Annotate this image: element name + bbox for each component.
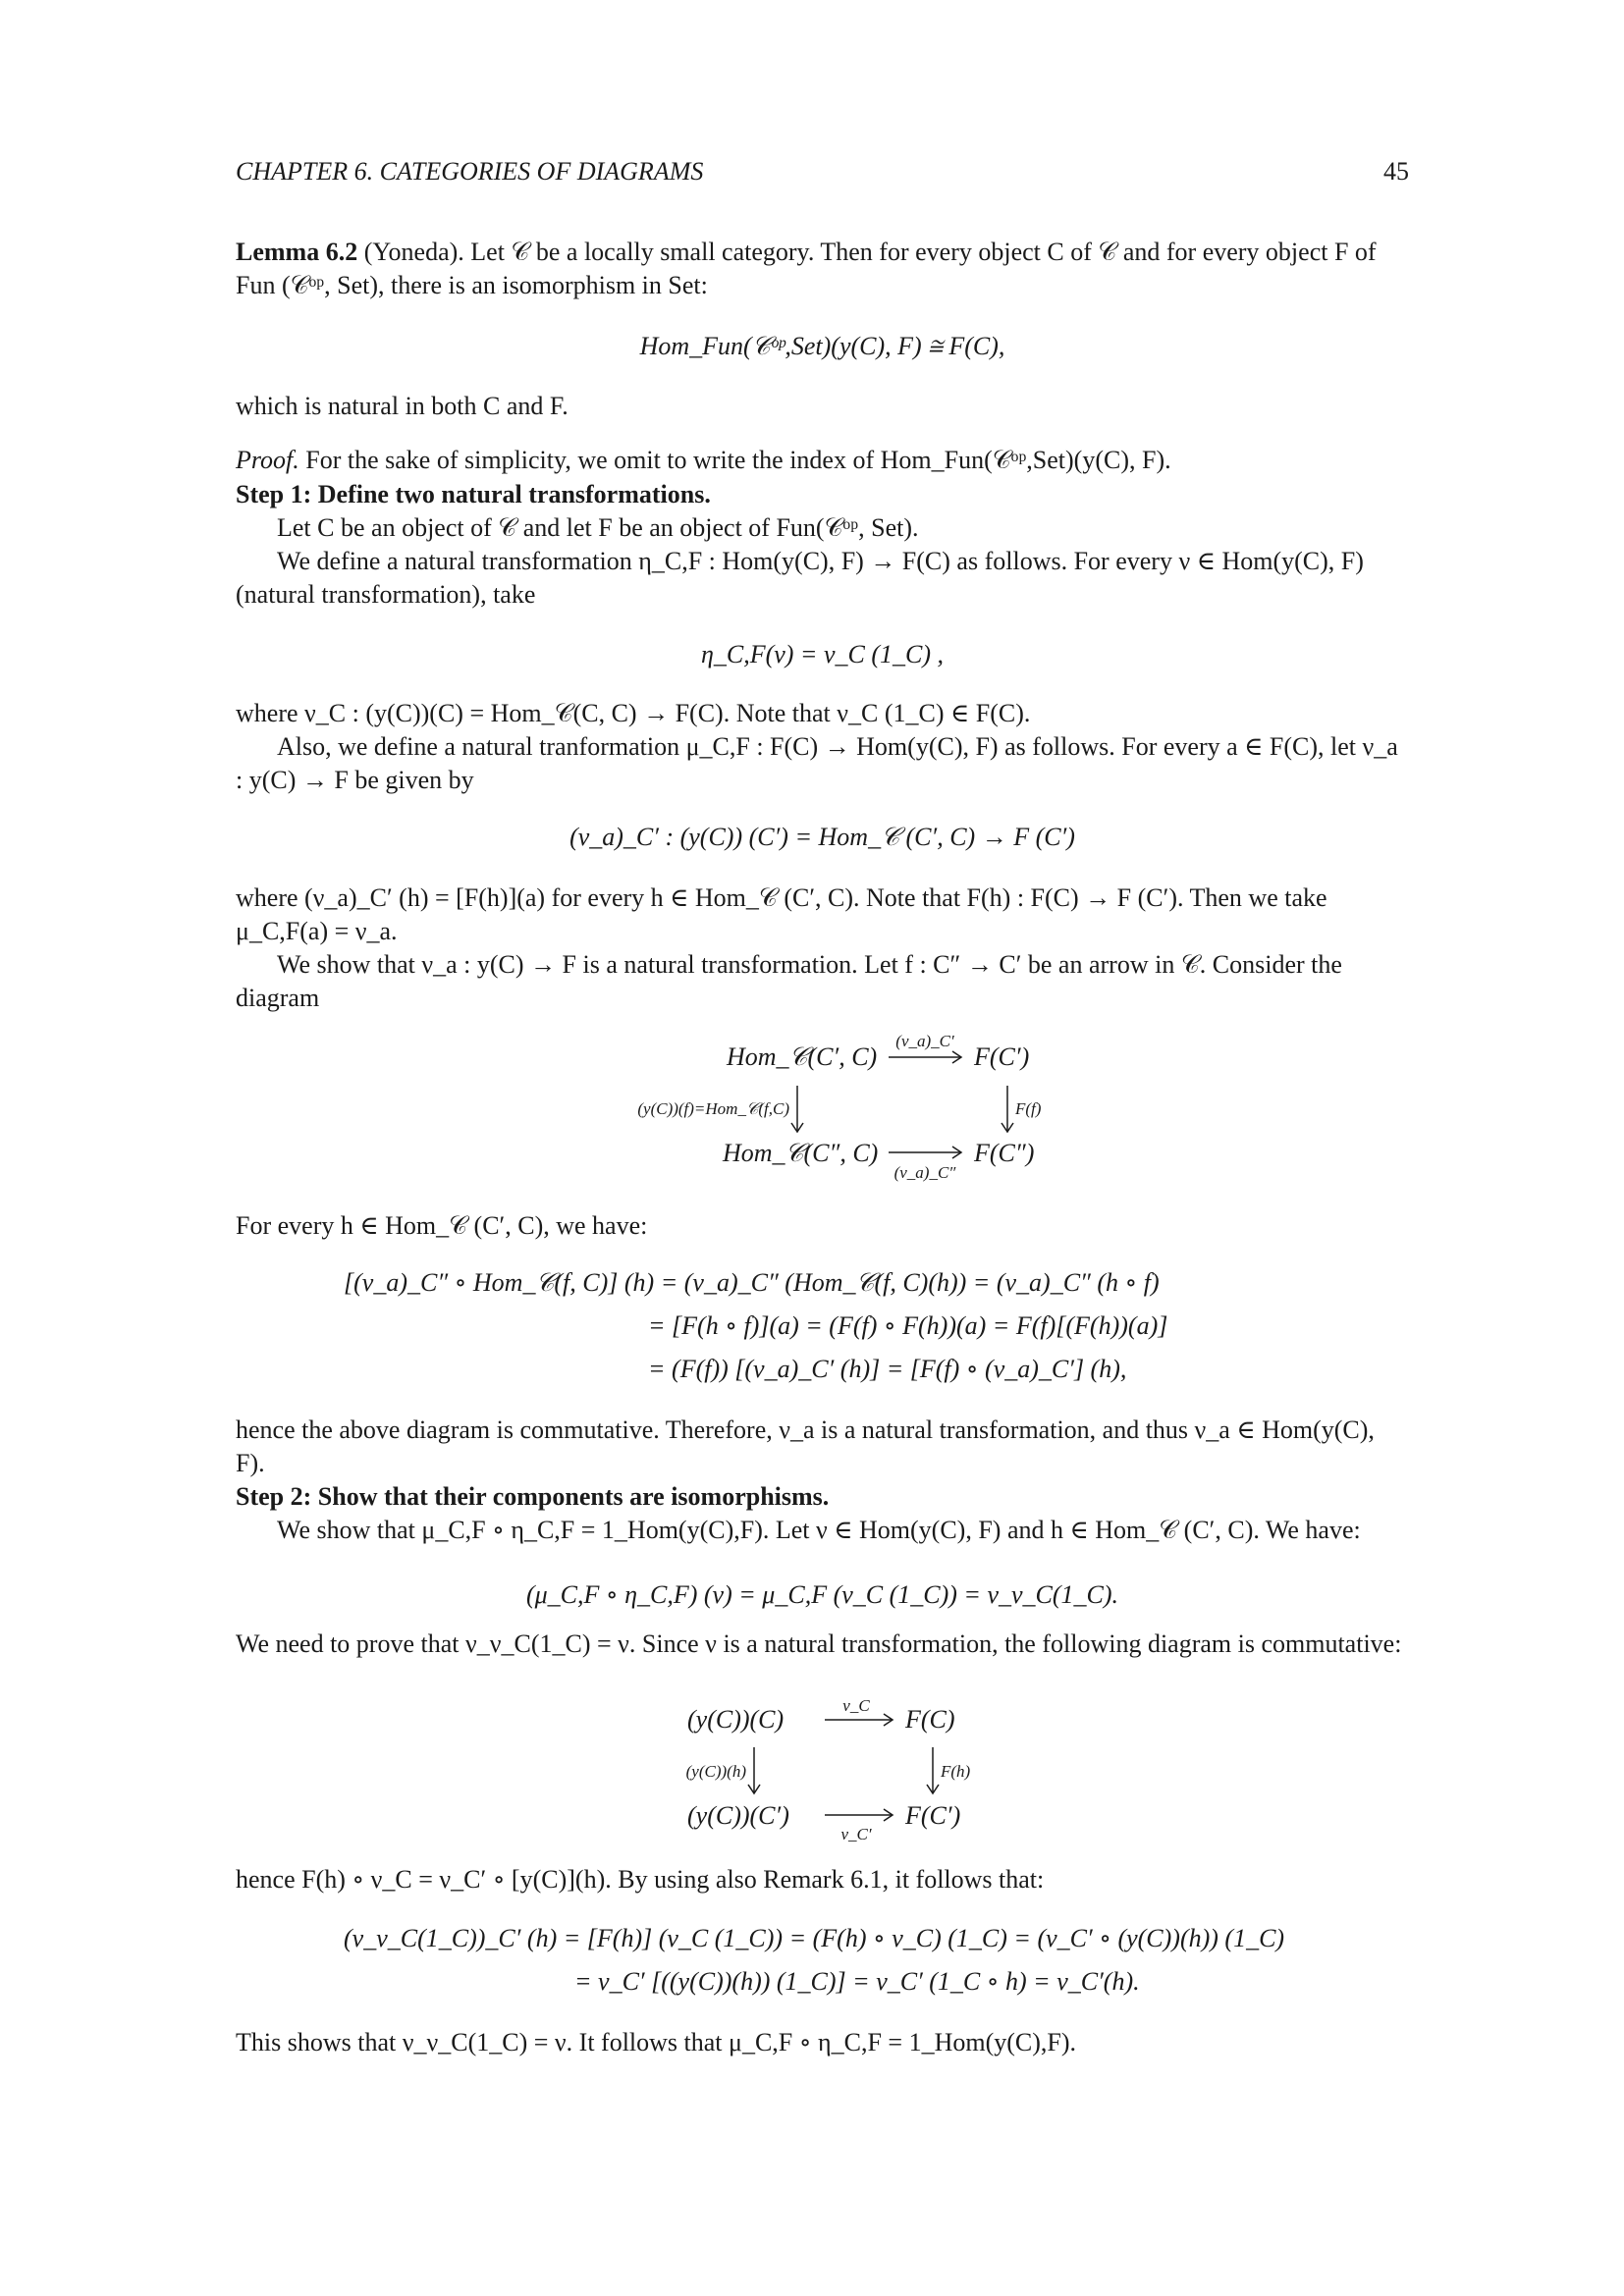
composition-equation: (μ_C,F ∘ η_C,F) (ν) = μ_C,F (ν_C (1_C)) = ν_ν_C(1_C).	[525, 1580, 1119, 1609]
proof-paragraph-5: where (ν_a)_C′ (h) = [F(h)](a) for every h ∈ Hom_𝒞 (C′, C). Note that F(h) : F(C) → F (C′). Then we take μ_C,F(a) = ν_a.	[236, 883, 1327, 945]
proof-paragraph-4: Also, we define a natural tranformation μ_C,F : F(C) → Hom(y(C), F) as follows. For every a ∈ F(C), let ν_a : y(C) → F be given by	[236, 732, 1398, 794]
proof-paragraph-3: where ν_C : (y(C))(C) = Hom_𝒞(C, C) → F(C). Note that ν_C (1_C) ∈ F(C).	[236, 699, 1031, 727]
diagram-2-bottom-left: (y(C))(C′)	[687, 1801, 789, 1830]
lemma-label: Lemma 6.2	[236, 238, 358, 266]
diagram-1-right-arrow-label: F(f)	[1015, 1099, 1042, 1118]
proof-paragraph-2: We define a natural transformation η_C,F : Hom(y(C), F) → F(C) as follows. For every ν ∈ Hom(y(C), F) (natural transformation), take	[236, 547, 1364, 609]
proof-intro-text: For the sake of simplicity, we omit to write the index of Hom_Fun(𝒞ᵒᵖ,Set)(y(C), F).	[305, 446, 1171, 474]
lemma-statement	[236, 236, 1409, 302]
proof-paragraph-11: hence F(h) ∘ ν_C = ν_C′ ∘ [y(C)](h). By using also Remark 6.1, it follows that:	[236, 1865, 1045, 1894]
lemma-name: (Yoneda).	[363, 238, 464, 266]
proof-paragraph-9: We show that μ_C,F ∘ η_C,F = 1_Hom(y(C),F). Let ν ∈ Hom(y(C), F) and h ∈ Hom_𝒞 (C′, C). We have:	[277, 1516, 1361, 1544]
page	[236, 0, 1409, 2296]
diagram-2-top-arrow-label: ν_C	[842, 1696, 870, 1715]
align-1-line-2: = [F(h ∘ f)](a) = (F(f) ∘ F(h))(a) = F(f)[(F(h))(a)]	[648, 1311, 1168, 1340]
diagram-2-bottom-arrow-label: ν_C′	[840, 1825, 872, 1843]
proof-paragraph-7: For every h ∈ Hom_𝒞 (C′, C), we have:	[236, 1211, 648, 1240]
lemma-display-equation: Hom_Fun(𝒞ᵒᵖ,Set)(y(C), F) ≅ F(C),	[639, 332, 1005, 360]
eta-definition-equation: η_C,F(ν) = ν_C (1_C) ,	[700, 640, 945, 668]
step2-heading: Step 2: Show that their components are isomorphisms.	[236, 1482, 830, 1511]
diagram-1-bottom-right: F(C″)	[974, 1139, 1035, 1167]
proof-paragraph-1: Let C be an object of 𝒞 and let F be an object of Fun(𝒞ᵒᵖ, Set).	[277, 513, 919, 542]
naturality-diagram-2	[236, 1696, 1409, 1843]
chapter-title: CHAPTER 6. CATEGORIES OF DIAGRAMS	[236, 157, 704, 186]
page-number: 45	[1383, 157, 1409, 186]
diagram-1-top-arrow-label: (ν_a)_C′	[895, 1032, 954, 1050]
diagram-1-left-arrow-label: (y(C))(f)=Hom_𝒞(f,C)	[637, 1099, 789, 1118]
proof-paragraph-8: hence the above diagram is commutative. Therefore, ν_a is a natural transformation, and thus ν_a ∈ Hom(y(C), F).	[236, 1415, 1375, 1477]
diagram-2-left-arrow-label: (y(C))(h)	[685, 1762, 746, 1781]
align-1-line-3: = (F(f)) [(ν_a)_C′ (h)] = [F(f) ∘ (ν_a)_C′] (h),	[648, 1355, 1127, 1383]
naturality-diagram-1	[236, 1021, 1409, 1207]
diagram-1-top-left: Hom_𝒞(C′, C)	[727, 1042, 878, 1071]
diagram-2-right-arrow-label: F(h)	[941, 1762, 971, 1781]
diagram-1-svg	[236, 1021, 1409, 1207]
proof-paragraph-10: We need to prove that ν_ν_C(1_C) = ν. Since ν is a natural transformation, the following diagram is commutative:	[236, 1629, 1402, 1658]
step1-heading: Step 1: Define two natural transformations.	[236, 480, 711, 508]
diagram-2-svg	[236, 1696, 1409, 1843]
diagram-2-top-left: (y(C))(C)	[687, 1705, 785, 1734]
proof-paragraph-6: We show that ν_a : y(C) → F is a natural transformation. Let f : C″ → C′ be an arrow in 𝒞. Consider the diagram	[236, 950, 1342, 1012]
proof-paragraph-12: This shows that ν_ν_C(1_C) = ν. It follows that μ_C,F ∘ η_C,F = 1_Hom(y(C),F).	[236, 2028, 1077, 2056]
proof-intro	[236, 444, 1409, 477]
align-1-line-1: [(ν_a)_C″ ∘ Hom_𝒞(f, C)] (h) = (ν_a)_C″ (Hom_𝒞(f, C)(h)) = (ν_a)_C″ (h ∘ f)	[344, 1268, 1160, 1297]
running-header	[236, 157, 1409, 187]
proof-label: Proof.	[236, 446, 299, 474]
lemma-after: which is natural in both C and F.	[236, 392, 568, 420]
diagram-1-bottom-arrow-label: (ν_a)_C″	[893, 1163, 956, 1182]
diagram-1-bottom-left: Hom_𝒞(C″, C)	[723, 1139, 879, 1167]
align-2-line-2: = ν_C′ [((y(C))(h)) (1_C)] = ν_C′ (1_C ∘ h) = ν_C′(h).	[574, 1967, 1140, 1996]
diagram-1-top-right: F(C′)	[974, 1042, 1030, 1071]
diagram-2-top-right: F(C)	[905, 1705, 955, 1734]
align-2-line-1: (ν_ν_C(1_C))_C′ (h) = [F(h)] (ν_C (1_C)) = (F(h) ∘ ν_C) (1_C) = (ν_C′ ∘ (y(C))(h)) (1_C)	[344, 1924, 1285, 1952]
lemma-text: Let 𝒞 be a locally small category. Then for every object C of 𝒞 and for every object F of Fun (𝒞ᵒᵖ, Set), there is an isomorphism in Set:	[236, 238, 1377, 299]
nu-a-component-equation: (ν_a)_C′ : (y(C)) (C′) = Hom_𝒞 (C′, C) → F (C′)	[569, 823, 1075, 851]
diagram-2-bottom-right: F(C′)	[905, 1801, 961, 1830]
